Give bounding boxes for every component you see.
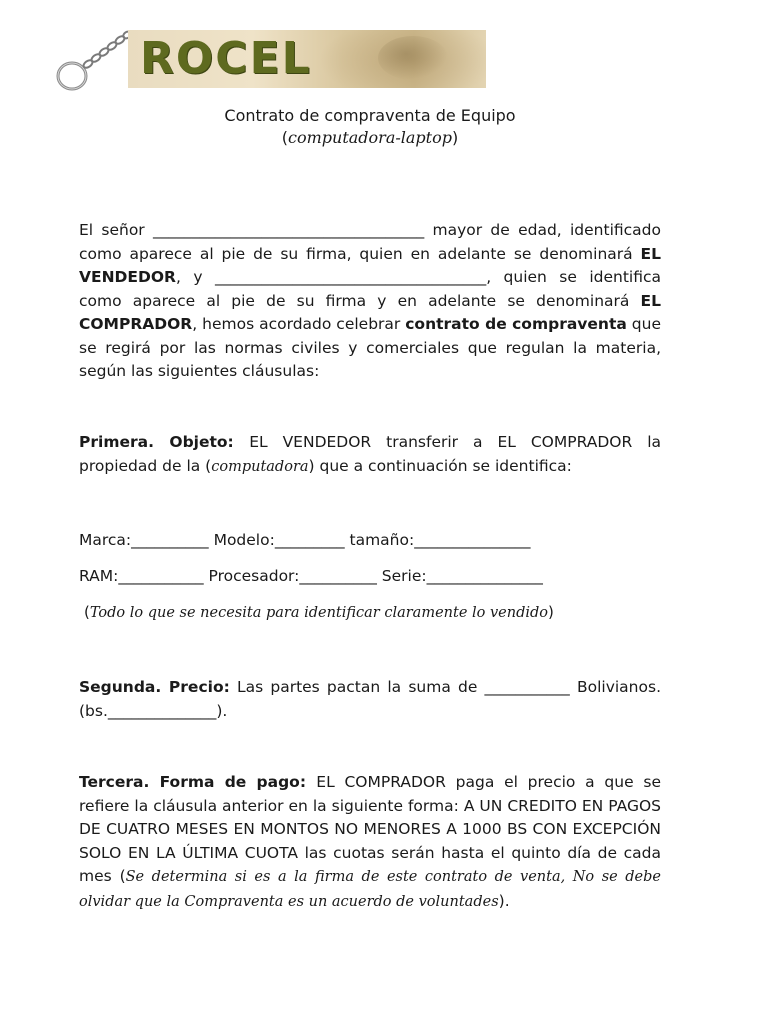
tercera-heading: Tercera. Forma de pago:	[79, 773, 317, 791]
segunda-text: Las partes pactan la suma de ___________ Bolivianos. (bs.______________).	[79, 678, 661, 720]
primera-vendedor: EL VENDEDOR	[249, 433, 372, 451]
note-paren-close: )	[548, 603, 554, 621]
segunda-heading: Segunda. Precio:	[79, 678, 230, 696]
primera-text-3: ) que a continuación se identifica:	[308, 456, 572, 475]
tercera-text-1: paga el precio a que se refiere la cláusula anterior en la siguiente forma: A UN CREDITO EN PAGOS DE CUATRO MESES EN MONTOS NO MENORES A 1000 BS CON EXCEPCIÓN SOLO EN LA ÚLTIMA CUOTA las cuotas serán hasta el quinto día de cada mes (	[79, 773, 662, 885]
intro-text-2: , y ___________________________________, quien se identifica como aparece al pie de su firma y en adelante se denominará	[79, 268, 661, 310]
primera-text-2: la propiedad de la (	[79, 433, 662, 475]
note-italic: Todo lo que se necesita para identificar claramente lo vendido	[89, 605, 549, 621]
intro-vendedor: EL VENDEDOR	[79, 244, 661, 286]
clause-segunda	[79, 676, 661, 723]
note-paren-open: (	[84, 603, 90, 621]
clause-primera	[79, 431, 661, 479]
identification-note	[84, 603, 554, 621]
primera-heading: Primera. Objeto:	[79, 433, 250, 451]
fields-line-1: Marca:__________ Modelo:_________ tamaño:_______________	[79, 531, 531, 549]
logo-banner	[128, 30, 486, 88]
tercera-italic: Se determina si es a la firma de este contrato de venta, No se debe olvidar que la Compraventa es un acuerdo de voluntades	[79, 869, 661, 910]
intro-text-4: que se regirá por las normas civiles y comerciales que regulan la materia, según las siguientes cláusulas:	[79, 315, 661, 380]
tercera-text-2: ).	[498, 891, 510, 910]
primera-italic: computadora	[211, 458, 309, 475]
primera-comprador: EL COMPRADOR	[497, 433, 633, 451]
tercera-comprador: EL COMPRADOR	[316, 773, 446, 791]
intro-text-3: , hemos acordado celebrar	[192, 315, 406, 333]
subtitle-paren-close: )	[451, 128, 459, 147]
subtitle-paren-open: (	[281, 128, 289, 147]
intro-comprador: EL COMPRADOR	[79, 291, 661, 333]
primera-text-1: transferir a	[371, 433, 498, 451]
logo-brand-text: ROCEL	[140, 33, 312, 84]
company-logo	[52, 26, 492, 92]
intro-contrato: contrato de compraventa	[405, 315, 627, 333]
subtitle-italic: computadora-laptop	[288, 128, 452, 147]
document-title: Contrato de compraventa de Equipo	[224, 106, 516, 125]
intro-text-1: El señor ___________________________________ mayor de edad, identificado como aparece al pie de su firma, quien en adelante se denominará	[79, 221, 661, 263]
intro-paragraph	[79, 219, 661, 384]
fields-line-2: RAM:___________ Procesador:__________ Serie:_______________	[79, 567, 543, 585]
document-subtitle	[0, 128, 740, 147]
clause-tercera	[79, 771, 661, 914]
